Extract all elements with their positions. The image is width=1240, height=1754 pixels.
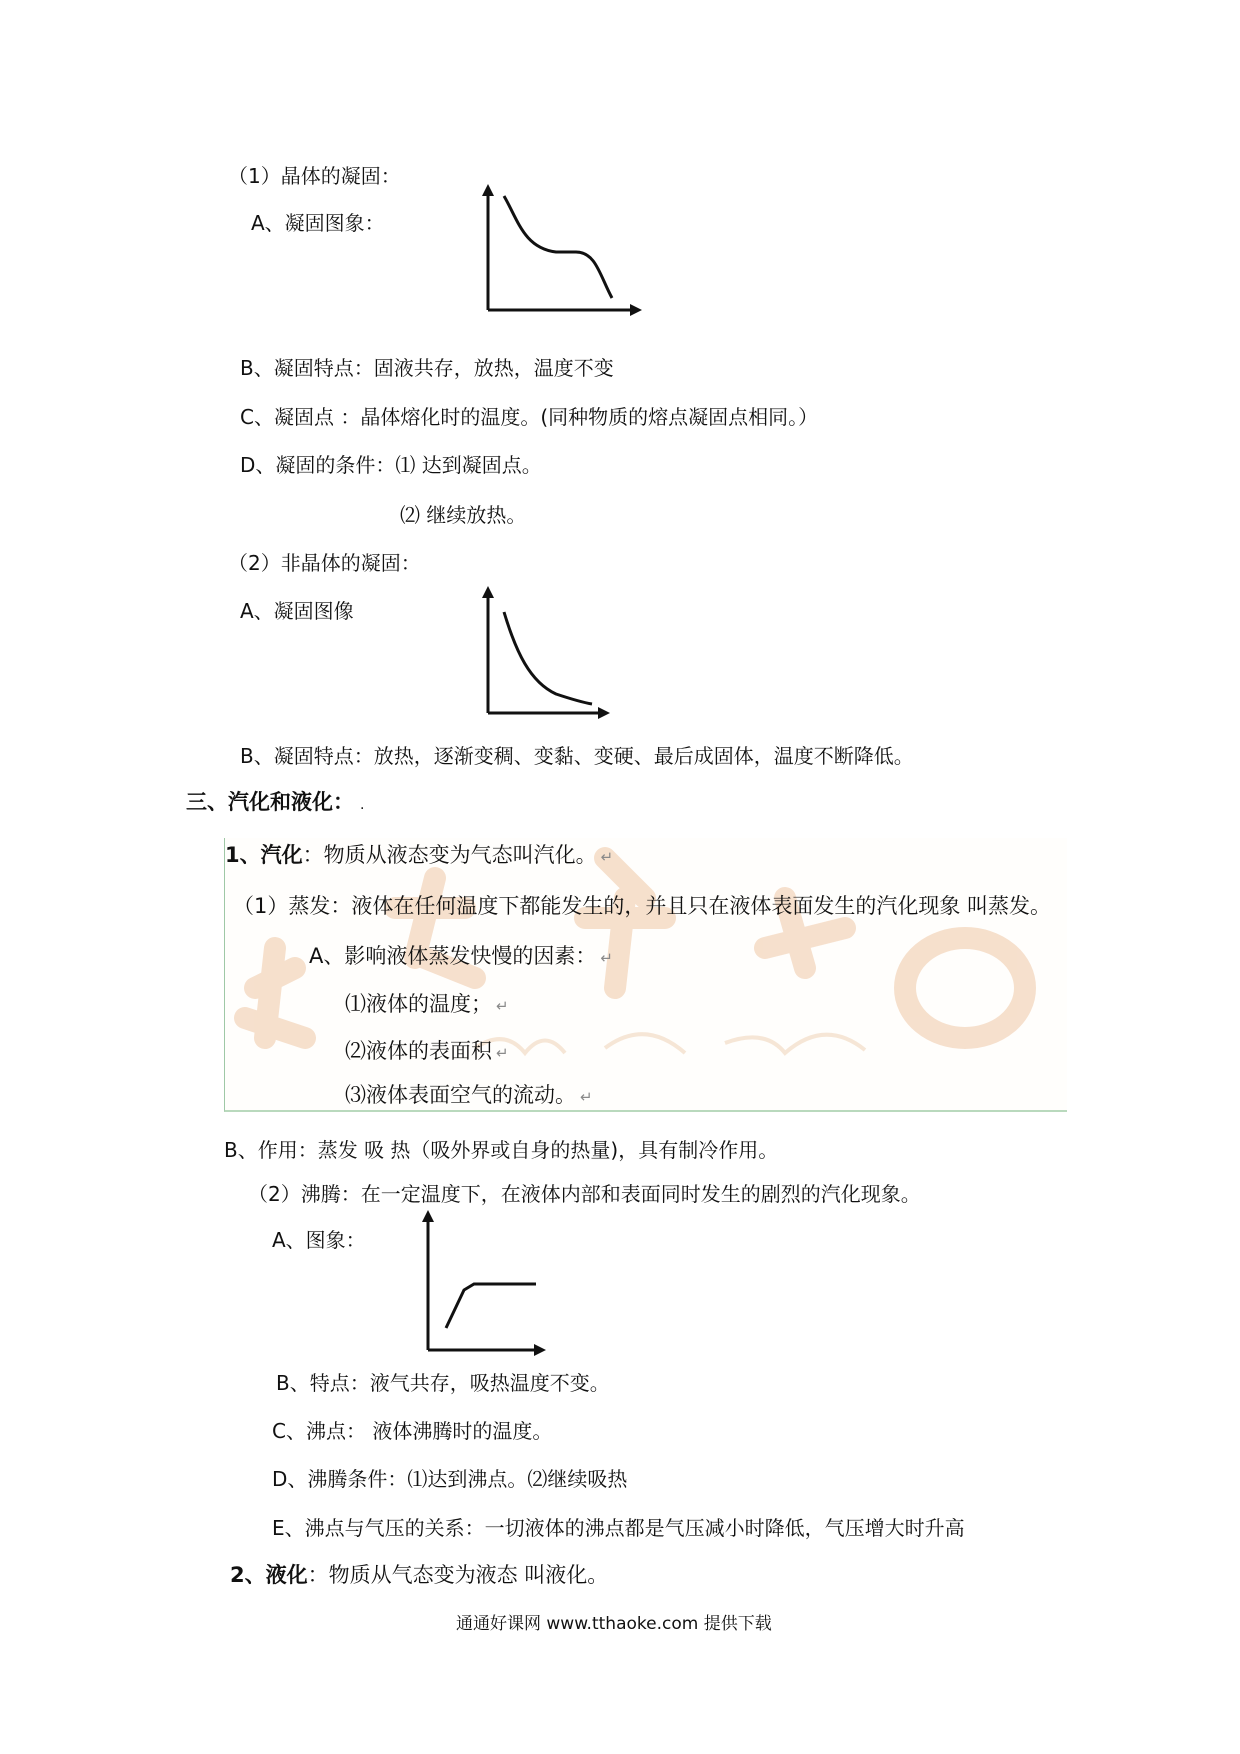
boiling-graph-label: A、图象：: [272, 1228, 366, 1252]
cooling-curve-with-plateau: [504, 196, 612, 298]
boiling-pressure-relation: E、沸点与气压的关系：一切液体的沸点都是气压减小时降低，气压增大时升高: [272, 1516, 965, 1540]
paragraph-mark: ↵: [496, 997, 509, 1015]
solidification-condition-2: ⑵ 继续放热。: [400, 503, 527, 527]
evaporation-definition: （1）蒸发：液体在任何温度下都能发生的，并且只在液体表面发生的汽化现象 叫蒸发。: [233, 894, 1052, 918]
vaporization-term: 1、汽化: [225, 843, 303, 867]
evaporation-factors-heading: [309, 946, 613, 967]
heating-curve-with-plateau: [446, 1284, 536, 1328]
paragraph-mark: ↵: [580, 1088, 593, 1106]
evaporation-excerpt: [224, 838, 1067, 1112]
evaporation-effect: B、作用：蒸发 吸 热（吸外界或自身的热量)，具有制冷作用。: [224, 1138, 779, 1162]
crystal-solidification-graph: [476, 180, 648, 316]
watermark-graphic: [225, 838, 1067, 1110]
heading-dot: .: [360, 797, 365, 813]
boiling-conditions: D、沸腾条件：⑴达到沸点。⑵继续吸热: [272, 1467, 628, 1491]
x-axis-arrow: [598, 707, 610, 719]
paragraph-mark: ↵: [600, 848, 614, 866]
continuous-cooling-curve: [504, 612, 592, 704]
crystal-graph-label: A、凝固图象：: [251, 211, 385, 235]
boiling-definition: （2）沸腾：在一定温度下，在液体内部和表面同时发生的剧烈的汽化现象。: [248, 1182, 921, 1206]
freezing-point-definition: C、凝固点 ：晶体熔化时的温度。(同种物质的熔点凝固点相同。）: [240, 405, 819, 429]
crystal-solidification-heading: （1）晶体的凝固：: [228, 164, 401, 188]
vaporization-liquefaction-heading: [186, 792, 364, 813]
solidification-condition-1: D、凝固的条件：⑴ 达到凝固点。: [240, 453, 542, 477]
amorphous-graph-label: A、凝固图像: [240, 599, 354, 623]
amorphous-feature: B、凝固特点：放热，逐渐变稠、变黏、变硬、最后成固体，温度不断降低。: [240, 744, 914, 768]
factor-text: ⑵液体的表面积: [345, 1039, 492, 1063]
factor-text: ⑶液体表面空气的流动。: [345, 1083, 576, 1107]
factors-text: A、影响液体蒸发快慢的因素：: [309, 944, 597, 968]
crystal-feature: B、凝固特点：固液共存，放热，温度不变: [240, 356, 614, 380]
factor-air-flow: [345, 1085, 593, 1106]
liquefaction-definition: [230, 1565, 608, 1586]
x-axis-arrow: [630, 304, 642, 316]
y-axis-arrow: [422, 1210, 434, 1222]
x-axis-arrow: [534, 1344, 546, 1356]
vaporization-text: ：物质从液态变为气态叫汽化。: [302, 843, 597, 867]
paragraph-mark: ↵: [496, 1044, 509, 1062]
factor-surface-area: [345, 1041, 509, 1062]
boiling-graph: [418, 1206, 548, 1356]
y-axis-arrow: [482, 586, 494, 598]
amorphous-solidification-heading: （2）非晶体的凝固：: [228, 551, 421, 575]
boiling-feature: B、特点：液气共存，吸热温度不变。: [276, 1371, 610, 1395]
y-axis-arrow: [482, 184, 494, 196]
factor-text: ⑴液体的温度；: [345, 992, 492, 1016]
liquefaction-text: ：物质从气态变为液态 叫液化。: [307, 1563, 609, 1587]
factor-temperature: [345, 994, 509, 1015]
paragraph-mark: ↵: [600, 949, 613, 967]
vaporization-definition: [225, 845, 613, 866]
liquefaction-term: 2、液化: [230, 1563, 308, 1587]
footer-source: 通通好课网 www.tthaoke.com 提供下载: [456, 1614, 772, 1634]
boiling-point-definition: C、沸点： 液体沸腾时的温度。: [272, 1419, 553, 1443]
heading-text: 三、汽化和液化：: [186, 790, 354, 814]
amorphous-solidification-graph: [476, 582, 616, 722]
